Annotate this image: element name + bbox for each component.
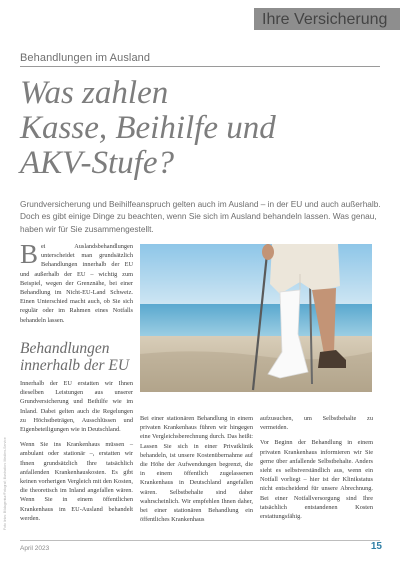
column-1 [20, 379, 133, 523]
title-line: AKV-Stufe? [20, 145, 174, 181]
body-paragraph: Vor Beginn der Behandlung in einem privaten Krankenhaus informieren wir Sie gerne über anfallende Selbstbehalte. Anders sieht es selbstverständlich aus, wenn ein Notfall vorliegt – hier ist der Klinikstatus nicht entscheidend für unsere Abrechnung. Bei einer Notfallversorgung sind Ihre tatsächlich entstandenen Kosten erstattungsfähig. [260, 439, 373, 521]
title-line: Kasse, Beihilfe und [20, 110, 276, 146]
kicker-divider [20, 66, 380, 67]
photo-credit [3, 300, 11, 530]
section-tab-label-part1: Ihre [262, 11, 290, 28]
section-tab-label-part2: Versicherung [294, 11, 388, 28]
body-paragraph: Bei einer stationären Behandlung in einem privaten Krankenhaus führen wir hingegen eine Vergleichsberechnung durch. Das heißt: Lassen Sie sich in einer Privatklinik behandeln, ist unsere Kostenübernahme auf die Höhe der Aufwendungen begrenzt, die in einem öffentlich zugelassenen Krankenhaus in Deutschland angefallen wären. Selbstbehalte sind daher wahrscheinlich. Wir empfehlen Ihnen daher, bei einer stationären Behandlung ein öffentliches Krankenhaus [140, 415, 253, 524]
drop-cap: B [20, 239, 39, 269]
article-photo [140, 244, 372, 392]
section-subhead: Behandlungen innerhalb der EU [20, 340, 130, 374]
section-tab-label [262, 11, 387, 29]
article-kicker: Behandlungen im Ausland [20, 52, 151, 64]
intro-paragraph [20, 239, 133, 325]
article-lead: Grundversicherung und Beihilfeanspruch gelten auch im Ausland – in der EU und auch außerhalb. Doch es gibt einige Dinge zu beachten, wenn Sie sich im Ausland behandeln lassen. Was genau, haben wir für Sie zusammengestellt. [20, 199, 381, 234]
intro-text: ei Auslandsbehandlungen unterscheidet man grundsätzlich Behandlungen innerhalb der EU und außerhalb der EU – wichtig zum Beispiel, wegen der Grenznähe, bei einer Behandlung im Nicht-EU-Land Schweiz. Einen Unterschied macht auch, ob Sie sich regulär oder im Rahmen eines Notfalls behandeln lassen. [20, 243, 133, 324]
footer-date: April 2023 [20, 545, 50, 552]
column-2 [140, 414, 253, 524]
footer-divider [20, 540, 380, 541]
body-paragraph: Innerhalb der EU erstatten wir Ihnen dieselben Leistungen aus unserer Grundversicherung und Beihilfe wie im Inland. Dabei gelten auch die Regelungen zu Höchstbeträgen, Ausschlüssen und Eigenbeteiligungen wie in Deutschland. [20, 380, 133, 434]
body-paragraph: Wenn Sie ins Krankenhaus müssen – ambulant oder stationär –, erstatten wir Ihnen grundsätzlich Ihre tatsächlich anfallenden Krankenhauskosten. Es gibt keinen vorherigen Vergleich mit den Kosten, die theoretisch im Inland angefallen wären. Wenn Sie in einem öffentlichen Krankenhaus im EU-Ausland behandelt werden. [20, 441, 133, 522]
photo-credit-text: Foto links: Bildagentur/Fotograf; Illustration: Medien-Service [3, 437, 7, 530]
title-line: Was zahlen [20, 75, 169, 111]
column-3 [260, 414, 373, 521]
article-title [20, 76, 390, 181]
page-number: 15 [370, 541, 382, 552]
body-paragraph: aufzusuchen, um Selbstbehalte zu vermeiden. [260, 415, 373, 432]
